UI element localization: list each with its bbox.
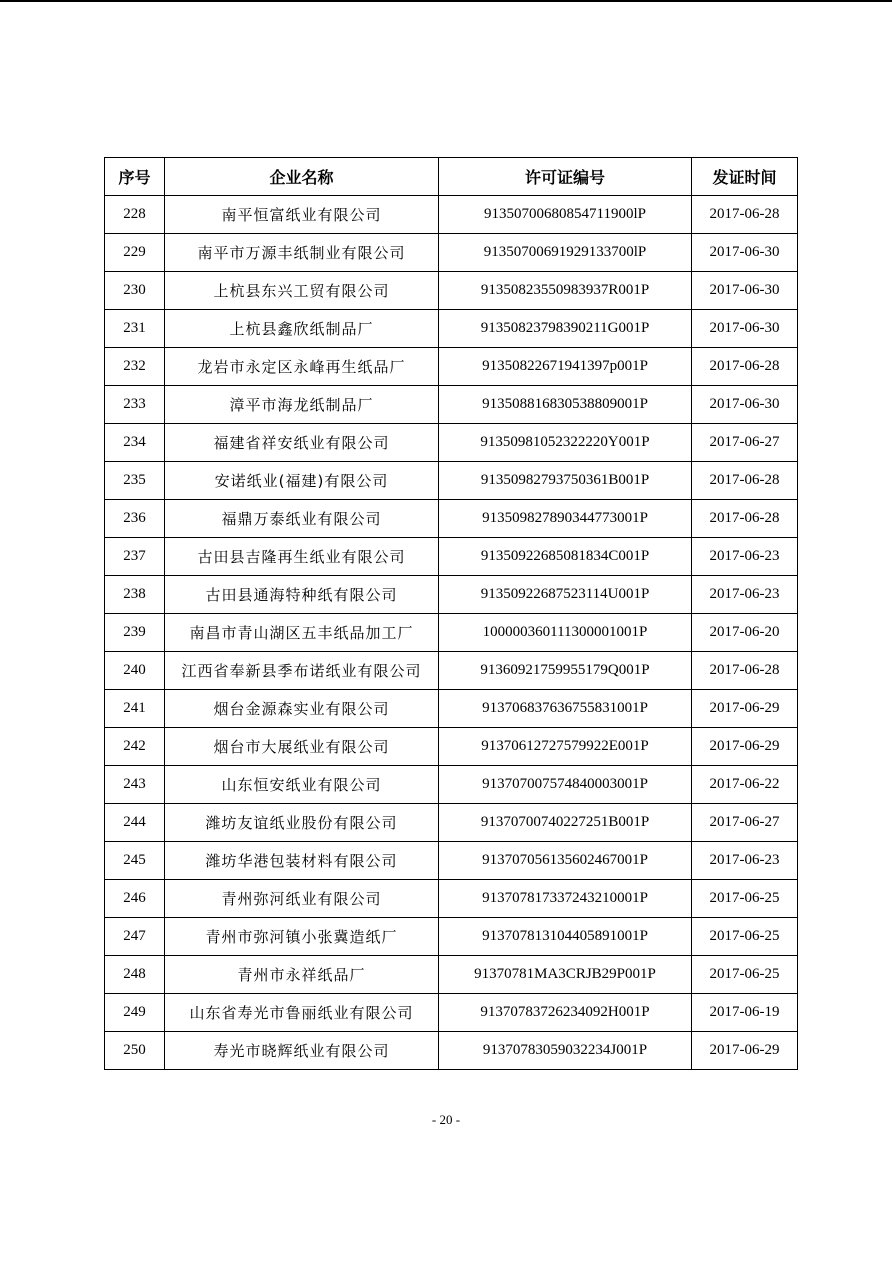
top-border-line	[0, 0, 892, 2]
row-seq: 228	[105, 196, 165, 234]
row-company-name: 青州市弥河镇小张冀造纸厂	[165, 918, 439, 956]
row-license-number: 100000360111300001001P	[439, 614, 692, 652]
row-license-number: 913509827890344773001P	[439, 500, 692, 538]
table-row	[105, 310, 798, 348]
row-license-number: 91360921759955179Q001P	[439, 652, 692, 690]
row-license-number: 913508816830538809001P	[439, 386, 692, 424]
row-seq: 244	[105, 804, 165, 842]
row-seq: 245	[105, 842, 165, 880]
row-issue-date: 2017-06-25	[692, 918, 798, 956]
row-license-number: 91350922687523114U001P	[439, 576, 692, 614]
row-seq: 248	[105, 956, 165, 994]
row-seq: 232	[105, 348, 165, 386]
row-issue-date: 2017-06-29	[692, 728, 798, 766]
row-issue-date: 2017-06-29	[692, 690, 798, 728]
table-row	[105, 576, 798, 614]
row-license-number: 91350700680854711900lP	[439, 196, 692, 234]
row-company-name: 潍坊友谊纸业股份有限公司	[165, 804, 439, 842]
row-seq: 240	[105, 652, 165, 690]
row-issue-date: 2017-06-28	[692, 348, 798, 386]
row-company-name: 潍坊华港包装材料有限公司	[165, 842, 439, 880]
row-seq: 247	[105, 918, 165, 956]
row-company-name: 上杭县东兴工贸有限公司	[165, 272, 439, 310]
table-row	[105, 766, 798, 804]
row-issue-date: 2017-06-23	[692, 842, 798, 880]
table-row	[105, 424, 798, 462]
row-company-name: 古田县通海特种纸有限公司	[165, 576, 439, 614]
row-company-name: 漳平市海龙纸制品厂	[165, 386, 439, 424]
row-license-number: 913707813104405891001P	[439, 918, 692, 956]
table-row	[105, 272, 798, 310]
row-issue-date: 2017-06-30	[692, 386, 798, 424]
row-company-name: 古田县吉隆再生纸业有限公司	[165, 538, 439, 576]
row-company-name: 龙岩市永定区永峰再生纸品厂	[165, 348, 439, 386]
row-issue-date: 2017-06-28	[692, 652, 798, 690]
table-row	[105, 804, 798, 842]
table-row	[105, 462, 798, 500]
row-license-number: 913707007574840003001P	[439, 766, 692, 804]
row-seq: 250	[105, 1032, 165, 1070]
row-seq: 233	[105, 386, 165, 424]
row-license-number: 91350822671941397p001P	[439, 348, 692, 386]
row-license-number: 91350981052322220Y001P	[439, 424, 692, 462]
row-issue-date: 2017-06-20	[692, 614, 798, 652]
table-row	[105, 918, 798, 956]
row-issue-date: 2017-06-23	[692, 538, 798, 576]
row-seq: 241	[105, 690, 165, 728]
table-row	[105, 880, 798, 918]
row-seq: 229	[105, 234, 165, 272]
row-license-number: 913706837636755831001P	[439, 690, 692, 728]
row-seq: 246	[105, 880, 165, 918]
row-license-number: 91350823798390211G001P	[439, 310, 692, 348]
table-row	[105, 386, 798, 424]
row-license-number: 91370612727579922E001P	[439, 728, 692, 766]
row-company-name: 南昌市青山湖区五丰纸品加工厂	[165, 614, 439, 652]
table-row	[105, 348, 798, 386]
table-row	[105, 652, 798, 690]
page-number: - 20 -	[431, 1112, 461, 1127]
row-issue-date: 2017-06-29	[692, 1032, 798, 1070]
row-issue-date: 2017-06-28	[692, 500, 798, 538]
row-seq: 249	[105, 994, 165, 1032]
row-company-name: 江西省奉新县季布诺纸业有限公司	[165, 652, 439, 690]
row-license-number: 91350823550983937R001P	[439, 272, 692, 310]
header-issue-date: 发证时间	[692, 158, 798, 196]
row-company-name: 青州弥河纸业有限公司	[165, 880, 439, 918]
table-row	[105, 538, 798, 576]
row-seq: 231	[105, 310, 165, 348]
row-seq: 239	[105, 614, 165, 652]
header-company-name: 企业名称	[165, 158, 439, 196]
table-row	[105, 956, 798, 994]
row-issue-date: 2017-06-30	[692, 234, 798, 272]
row-company-name: 南平恒富纸业有限公司	[165, 196, 439, 234]
row-issue-date: 2017-06-25	[692, 880, 798, 918]
row-issue-date: 2017-06-30	[692, 272, 798, 310]
row-issue-date: 2017-06-19	[692, 994, 798, 1032]
row-license-number: 91370783059032234J001P	[439, 1032, 692, 1070]
table-row	[105, 728, 798, 766]
table-row	[105, 842, 798, 880]
table-row	[105, 690, 798, 728]
row-issue-date: 2017-06-27	[692, 804, 798, 842]
row-seq: 242	[105, 728, 165, 766]
table-row	[105, 614, 798, 652]
row-seq: 238	[105, 576, 165, 614]
row-seq: 230	[105, 272, 165, 310]
row-company-name: 上杭县鑫欣纸制品厂	[165, 310, 439, 348]
permit-table	[104, 157, 798, 1070]
table-row	[105, 196, 798, 234]
row-company-name: 安诺纸业(福建)有限公司	[165, 462, 439, 500]
row-company-name: 寿光市晓辉纸业有限公司	[165, 1032, 439, 1070]
row-company-name: 山东省寿光市鲁丽纸业有限公司	[165, 994, 439, 1032]
row-issue-date: 2017-06-22	[692, 766, 798, 804]
row-seq: 235	[105, 462, 165, 500]
row-company-name: 福鼎万泰纸业有限公司	[165, 500, 439, 538]
row-license-number: 913707056135602467001P	[439, 842, 692, 880]
row-issue-date: 2017-06-27	[692, 424, 798, 462]
row-company-name: 南平市万源丰纸制业有限公司	[165, 234, 439, 272]
row-license-number: 91350982793750361B001P	[439, 462, 692, 500]
row-company-name: 烟台市大展纸业有限公司	[165, 728, 439, 766]
row-company-name: 山东恒安纸业有限公司	[165, 766, 439, 804]
row-license-number: 91350700691929133700lP	[439, 234, 692, 272]
row-company-name: 烟台金源森实业有限公司	[165, 690, 439, 728]
row-seq: 236	[105, 500, 165, 538]
row-seq: 243	[105, 766, 165, 804]
row-license-number: 913707817337243210001P	[439, 880, 692, 918]
table-row	[105, 1032, 798, 1070]
row-license-number: 91370781MA3CRJB29P001P	[439, 956, 692, 994]
table-header-row	[105, 158, 798, 196]
table-row	[105, 500, 798, 538]
table-row	[105, 234, 798, 272]
row-license-number: 91370700740227251B001P	[439, 804, 692, 842]
row-issue-date: 2017-06-30	[692, 310, 798, 348]
row-issue-date: 2017-06-25	[692, 956, 798, 994]
header-seq: 序号	[105, 158, 165, 196]
row-license-number: 91350922685081834C001P	[439, 538, 692, 576]
row-company-name: 青州市永祥纸品厂	[165, 956, 439, 994]
row-license-number: 91370783726234092H001P	[439, 994, 692, 1032]
row-issue-date: 2017-06-28	[692, 196, 798, 234]
row-company-name: 福建省祥安纸业有限公司	[165, 424, 439, 462]
row-seq: 234	[105, 424, 165, 462]
table-row	[105, 994, 798, 1032]
row-issue-date: 2017-06-28	[692, 462, 798, 500]
row-issue-date: 2017-06-23	[692, 576, 798, 614]
header-license-number: 许可证编号	[439, 158, 692, 196]
row-seq: 237	[105, 538, 165, 576]
